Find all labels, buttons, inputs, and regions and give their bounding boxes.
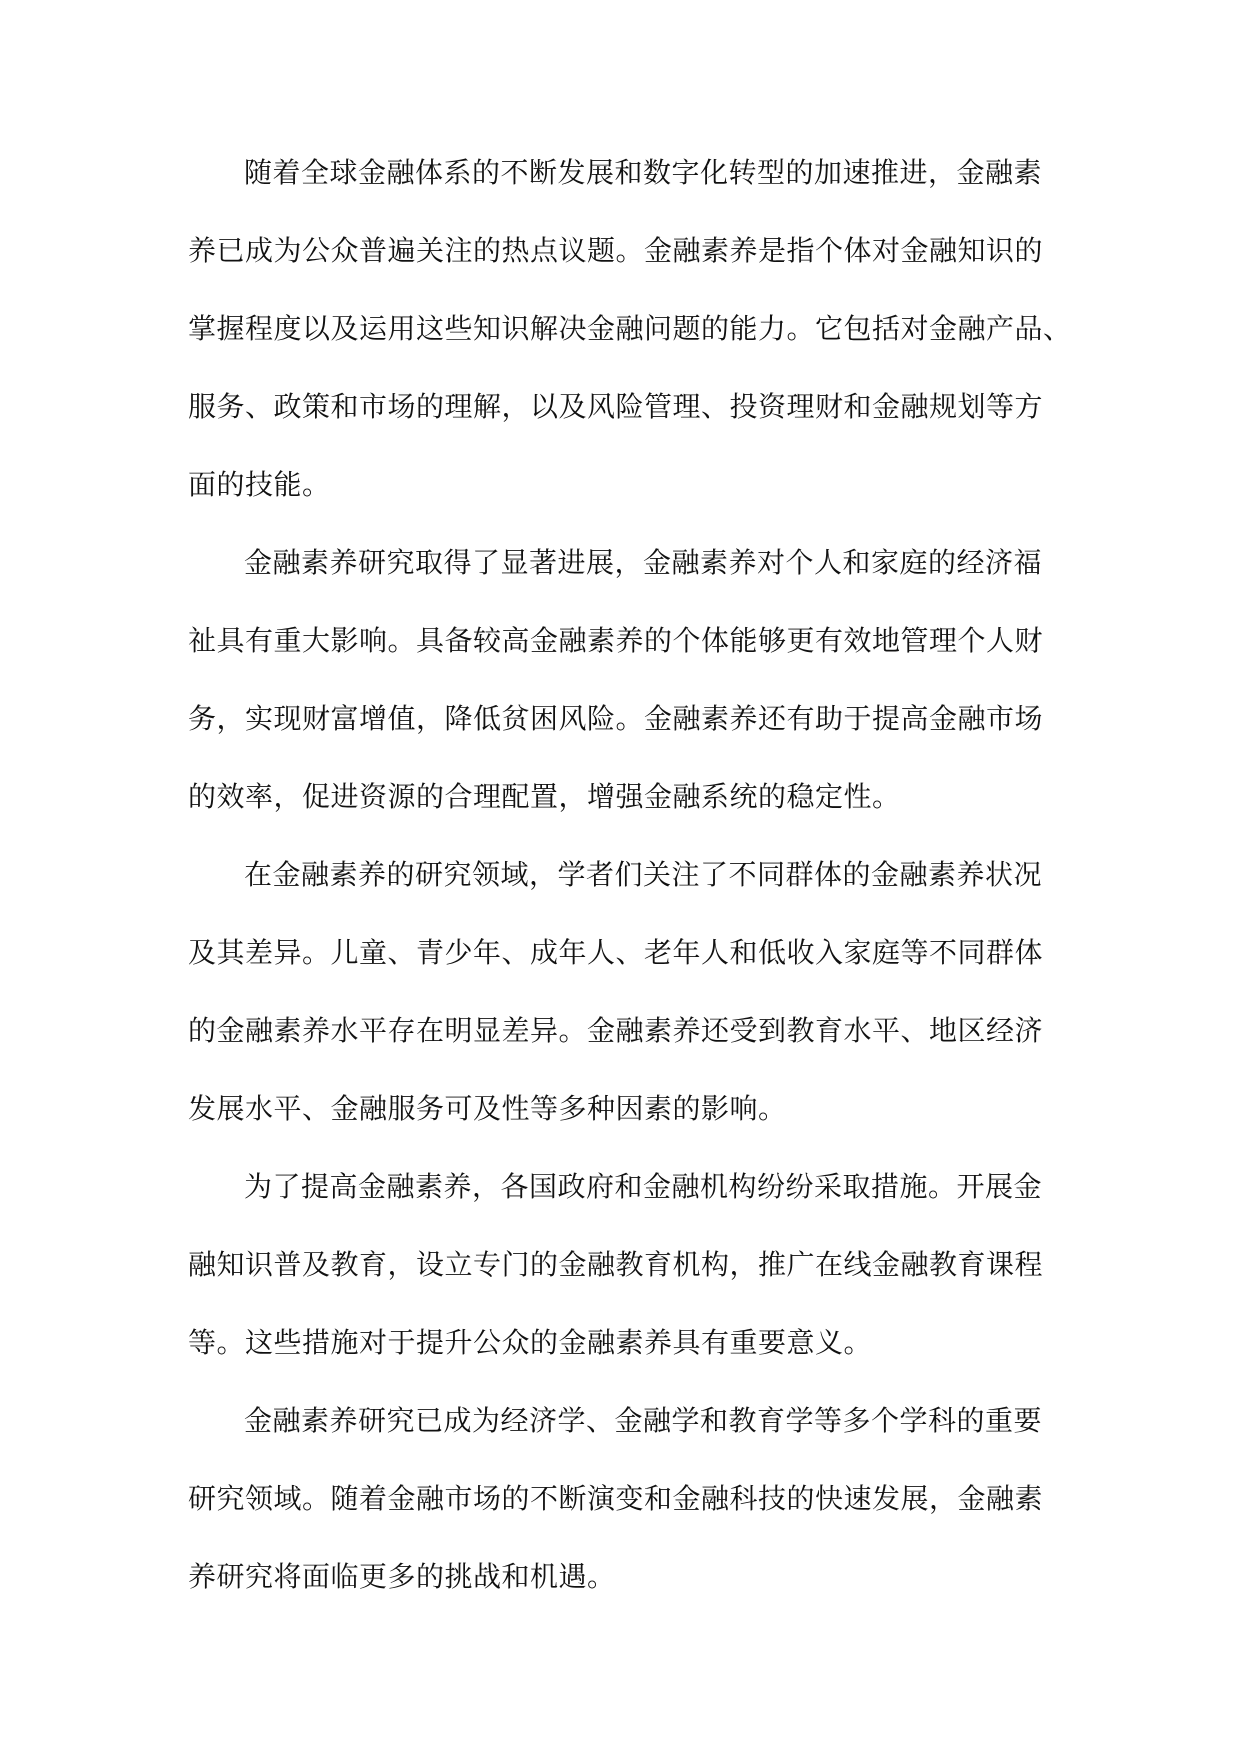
text-line: 发展水平、金融服务可及性等多种因素的影响。 (188, 1092, 787, 1125)
paragraph-2 (188, 524, 1088, 836)
text-line: 及其差异。儿童、青少年、成年人、老年人和低收入家庭等不同群体 (188, 936, 1044, 969)
text-line: 融知识普及教育，设立专门的金融教育机构，推广在线金融教育课程 (188, 1248, 1044, 1281)
paragraph-4 (188, 1148, 1088, 1382)
paragraph-3 (188, 836, 1088, 1148)
text-line: 金融素养研究已成为经济学、金融学和教育学等多个学科的重要 (244, 1404, 1043, 1437)
text-line: 养已成为公众普遍关注的热点议题。金融素养是指个体对金融知识的 (188, 234, 1044, 267)
text-line: 服务、政策和市场的理解，以及风险管理、投资理财和金融规划等方 (188, 390, 1044, 423)
text-line: 面的技能。 (188, 468, 331, 501)
text-line: 掌握程度以及运用这些知识解决金融问题的能力。它包括对金融产品、 (188, 312, 1072, 345)
paragraph-1 (188, 134, 1088, 524)
text-line: 金融素养研究取得了显著进展，金融素养对个人和家庭的经济福 (244, 546, 1043, 579)
text-line: 研究领域。随着金融市场的不断演变和金融科技的快速发展，金融素 (188, 1482, 1044, 1515)
text-line: 务，实现财富增值，降低贫困风险。金融素养还有助于提高金融市场 (188, 702, 1044, 735)
text-line: 的效率，促进资源的合理配置，增强金融系统的稳定性。 (188, 780, 901, 813)
text-line: 养研究将面临更多的挑战和机遇。 (188, 1560, 616, 1593)
text-line: 等。这些措施对于提升公众的金融素养具有重要意义。 (188, 1326, 873, 1359)
text-line: 祉具有重大影响。具备较高金融素养的个体能够更有效地管理个人财 (188, 624, 1044, 657)
text-line: 在金融素养的研究领域，学者们关注了不同群体的金融素养状况 (244, 858, 1043, 891)
paragraph-5 (188, 1382, 1088, 1616)
text-line: 随着全球金融体系的不断发展和数字化转型的加速推进，金融素 (244, 156, 1043, 189)
text-line: 的金融素养水平存在明显差异。金融素养还受到教育水平、地区经济 (188, 1014, 1044, 1047)
text-line: 为了提高金融素养，各国政府和金融机构纷纷采取措施。开展金 (244, 1170, 1043, 1203)
